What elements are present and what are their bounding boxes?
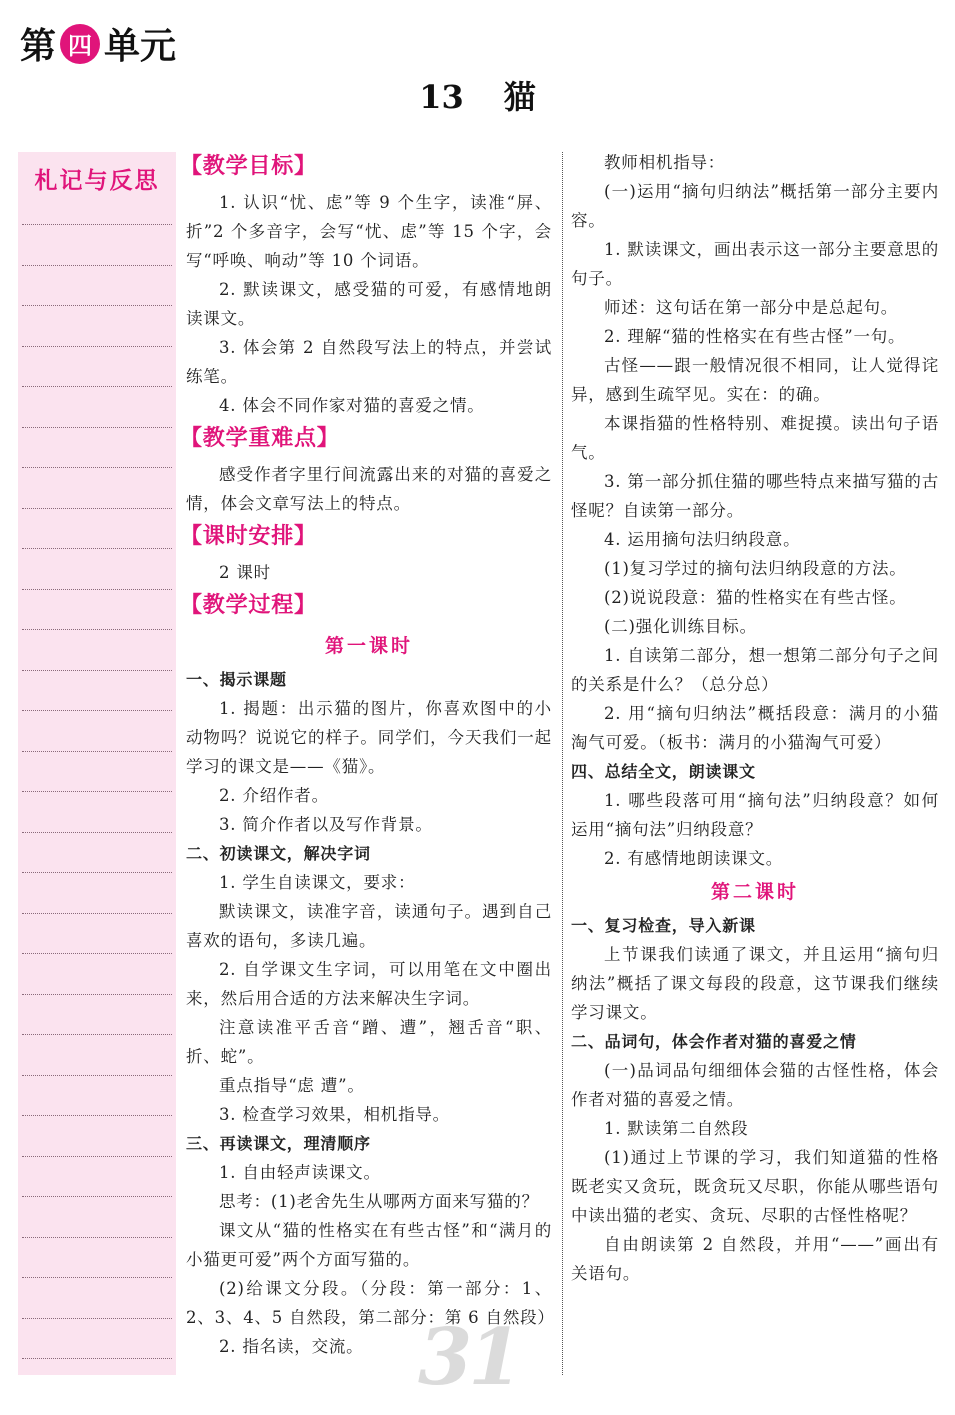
guidance-item: 2. 理解“猫的性格实在有些古怪”一句。 <box>604 327 906 346</box>
step-item: (2)给课文分段。（分段：第一部分：1、2、3、4、5 自然段，第二部分：第 6 自然段） <box>186 1279 555 1327</box>
page-number: 31 <box>418 1312 519 1403</box>
column-divider <box>562 152 563 1375</box>
step-item: (1)通过上节课的学习，我们知道猫的性格既老实又贪玩，既贪玩又尽职，你能从哪些语句中读出猫的老实、贪玩、尽职的古怪性格呢？ <box>571 1148 939 1225</box>
right-column <box>571 148 939 1288</box>
sidebar-note-line <box>22 386 172 387</box>
guidance-item: 3. 第一部分抓住猫的哪些特点来描写猫的古怪呢？自读第一部分。 <box>571 472 939 520</box>
key-points-heading: 【教学重难点】 <box>180 426 340 451</box>
step-item: 上节课我们读通了课文，并且运用“摘句归纳法”概括了课文每段的段意，这节课我们继续学习课文。 <box>571 945 939 1022</box>
step-item: 1. 学生自读课文，要求： <box>219 873 416 892</box>
step-item: 3. 简介作者以及写作背景。 <box>219 815 433 834</box>
step-item: 1. 自由轻声读课文。 <box>219 1163 381 1182</box>
step-item: 1. 哪些段落可用“摘句法”归纳段意？如何运用“摘句法”归纳段意？ <box>571 791 939 839</box>
step-item: 默读课文，读准字音，读通句子。遇到自己喜欢的语句，多读几遍。 <box>186 902 552 950</box>
key-points-text: 感受作者字里行间流露出来的对猫的喜爱之情，体会文章写法上的特点。 <box>186 465 552 513</box>
sidebar-note-line <box>22 872 172 873</box>
guidance-item: 1. 默读课文，画出表示这一部分主要意思的句子。 <box>571 240 939 288</box>
sidebar-note-line <box>22 1318 172 1319</box>
objectives-heading: 【教学目标】 <box>180 154 317 179</box>
sidebar-note-line <box>22 508 172 509</box>
sidebar-note-line <box>22 589 172 590</box>
step-item: 2. 介绍作者。 <box>219 786 329 805</box>
step-item: 思考：(1)老舍先生从哪两方面来写猫的？ <box>219 1192 539 1211</box>
objective-item: 3. 体会第 2 自然段写法上的特点，并尝试练笔。 <box>186 338 552 386</box>
sidebar-note-line <box>22 791 172 792</box>
lesson-number: 13 <box>419 78 464 116</box>
schedule-heading: 【课时安排】 <box>180 524 317 549</box>
guidance-item: 4. 运用摘句法归纳段意。 <box>604 530 801 549</box>
sidebar-note-line <box>22 1115 172 1116</box>
guidance-item: 本课指猫的性格特别、难捉摸。读出句子语气。 <box>571 414 939 462</box>
guidance-item: (二)强化训练目标。 <box>604 617 757 636</box>
unit-number-badge: 四 <box>60 24 100 64</box>
step-heading: 四、总结全文，朗读课文 <box>571 762 756 781</box>
guidance-item: (一)运用“摘句归纳法”概括第一部分主要内容。 <box>571 182 939 230</box>
step-item: 课文从“猫的性格实在有些古怪”和“满月的小猫更可爱”两个方面写猫的。 <box>186 1221 552 1269</box>
process-heading: 【教学过程】 <box>180 593 317 618</box>
left-column <box>180 148 555 1361</box>
unit-prefix: 第 <box>20 26 57 67</box>
sidebar-note-line <box>22 346 172 347</box>
guidance-item: 师述：这句话在第一部分中是总起句。 <box>604 298 899 317</box>
sidebar-note-line <box>22 710 172 711</box>
sidebar-note-line <box>22 265 172 266</box>
step-item: 1. 默读第二自然段 <box>604 1119 749 1138</box>
objective-item: 1. 认识“忧、虑”等 9 个生字，读准“屏、折”2 个多音字，会写“忧、虑”等 15 个字，会写“呼唤、响动”等 10 个词语。 <box>186 193 552 270</box>
guidance-item: 1. 自读第二部分，想一想第二部分句子之间的关系是什么？（总分总） <box>571 646 939 694</box>
sidebar-note-line <box>22 1156 172 1157</box>
sidebar-note-line <box>22 1237 172 1238</box>
notes-sidebar <box>18 152 176 1375</box>
guidance-item: 2. 用“摘句归纳法”概括段意：满月的小猫淘气可爱。（板书：满月的小猫淘气可爱） <box>571 704 939 752</box>
step-item: 1. 揭题：出示猫的图片，你喜欢图中的小动物吗？说说它的样子。同学们，今天我们一起学习的课文是——《猫》。 <box>186 699 552 776</box>
period-two-heading: 第二课时 <box>710 881 799 903</box>
sidebar-note-line <box>22 305 172 306</box>
guidance-intro: 教师相机指导： <box>604 153 726 172</box>
sidebar-note-line <box>22 427 172 428</box>
sidebar-note-line <box>22 1075 172 1076</box>
guidance-item: (1)复习学过的摘句法归纳段意的方法。 <box>604 559 907 578</box>
step-heading: 二、品词句，体会作者对猫的喜爱之情 <box>571 1032 857 1051</box>
step-heading: 一、复习检查，导入新课 <box>571 916 756 935</box>
period-one-heading: 第一课时 <box>324 635 413 657</box>
lesson-title <box>0 72 955 118</box>
step-item: 2. 有感情地朗读课文。 <box>604 849 784 868</box>
sidebar-note-line <box>22 1196 172 1197</box>
sidebar-note-line <box>22 548 172 549</box>
step-heading: 一、揭示课题 <box>186 670 287 689</box>
sidebar-note-line <box>22 1277 172 1278</box>
sidebar-note-line <box>22 832 172 833</box>
step-item: 3. 检查学习效果，相机指导。 <box>219 1105 450 1124</box>
unit-header <box>20 18 176 69</box>
step-item: 2. 自学课文生字词，可以用笔在文中圈出来，然后用合适的方法来解决生字词。 <box>186 960 552 1008</box>
sidebar-note-line <box>22 751 172 752</box>
guidance-item: (2)说说段意：猫的性格实在有些古怪。 <box>604 588 907 607</box>
step-item: 自由朗读第 2 自然段，并用“——”画出有关语句。 <box>571 1235 939 1283</box>
step-heading: 二、初读课文，解决字词 <box>186 844 371 863</box>
step-item: 2. 指名读，交流。 <box>219 1337 364 1356</box>
sidebar-note-line <box>22 953 172 954</box>
sidebar-title: 札记与反思 <box>34 168 160 194</box>
guidance-item: 古怪——跟一般情况很不相同，让人觉得诧异，感到生疏罕见。实在：的确。 <box>571 356 939 404</box>
sidebar-note-line <box>22 1358 172 1359</box>
sidebar-note-line <box>22 994 172 995</box>
step-item: 注意读准平舌音“蹭、遭”，翘舌音“职、折、蛇”。 <box>186 1018 552 1066</box>
sidebar-ruled-lines <box>18 152 176 1375</box>
sidebar-note-line <box>22 670 172 671</box>
sidebar-note-line <box>22 1034 172 1035</box>
step-heading: 三、再读课文，理清顺序 <box>186 1134 371 1153</box>
step-item: (一)品词品句细细体会猫的古怪性格，体会作者对猫的喜爱之情。 <box>571 1061 939 1109</box>
step-item: 重点指导“虑 遭”。 <box>219 1076 365 1095</box>
sidebar-note-line <box>22 224 172 225</box>
sidebar-note-line <box>22 467 172 468</box>
unit-suffix: 单元 <box>104 26 177 67</box>
sidebar-note-line <box>22 629 172 630</box>
lesson-name: 猫 <box>503 78 536 116</box>
objective-item: 4. 体会不同作家对猫的喜爱之情。 <box>219 396 485 415</box>
schedule-text: 2 课时 <box>219 563 271 582</box>
objective-item: 2. 默读课文，感受猫的可爱，有感情地朗读课文。 <box>186 280 552 328</box>
sidebar-note-line <box>22 913 172 914</box>
